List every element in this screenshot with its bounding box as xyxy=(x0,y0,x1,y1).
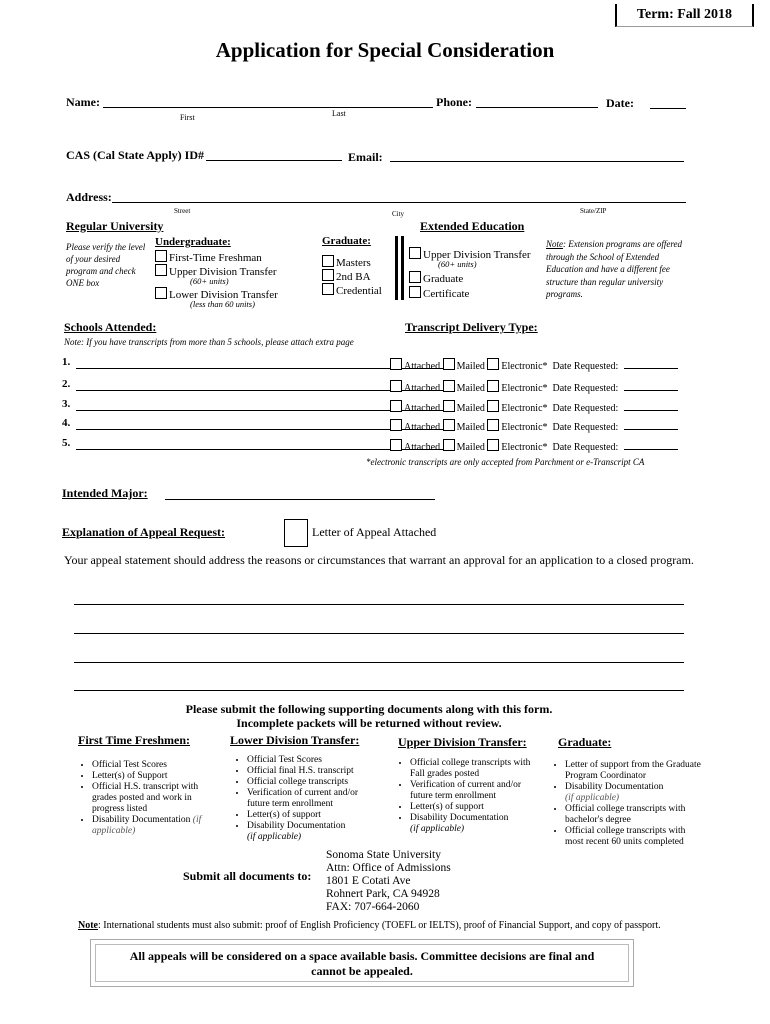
appeal-text-line[interactable] xyxy=(74,633,684,634)
date-requested-field[interactable] xyxy=(624,390,678,391)
graduate-docs-heading: Graduate: xyxy=(558,735,612,749)
term-label: Term: Fall 2018 xyxy=(615,4,754,27)
address-line: 1801 E Cotati Ave xyxy=(326,875,411,887)
appeal-text-line[interactable] xyxy=(74,690,684,691)
list-item: • Official Test Scores xyxy=(92,760,218,771)
page-title: Application for Special Consideration xyxy=(215,38,555,62)
submit-instruction: Please submit the following supporting documents along with this form. xyxy=(185,702,553,716)
checkbox[interactable] xyxy=(390,439,402,451)
checkbox[interactable] xyxy=(409,271,421,283)
school-row: 1. Attached Mailed Electronic* Date Requested: xyxy=(62,356,682,372)
list-item: • Official college transcripts with bachelor's degree xyxy=(565,804,701,826)
option-2nd-ba[interactable]: 2nd BA xyxy=(322,269,371,283)
option-ext-graduate[interactable]: Graduate xyxy=(409,271,463,285)
transcript-delivery-heading: Transcript Delivery Type: xyxy=(405,320,538,334)
checkbox[interactable] xyxy=(322,269,334,281)
school-number: 4. xyxy=(62,417,71,429)
list-item: • Letter(s) of support xyxy=(247,810,373,821)
phone-field[interactable] xyxy=(476,107,598,108)
list-item: • Letter(s) of Support xyxy=(92,771,218,782)
checkbox[interactable] xyxy=(443,358,455,370)
upper-division-docs-heading: Upper Division Transfer: xyxy=(398,735,527,749)
option-lower-division-transfer[interactable]: Lower Division Transfer xyxy=(155,287,278,301)
checkbox[interactable] xyxy=(155,287,167,299)
address-line: Rohnert Park, CA 94928 xyxy=(326,888,440,900)
street-caption: Street xyxy=(174,207,191,215)
list-item: • Disability Documentation (if applicable) xyxy=(92,815,218,837)
date-label: Date: xyxy=(606,96,634,110)
name-field[interactable] xyxy=(103,107,433,108)
checkbox[interactable] xyxy=(409,247,421,259)
checkbox[interactable] xyxy=(487,358,499,370)
address-field[interactable] xyxy=(112,202,686,203)
address-line: Attn: Office of Admissions xyxy=(326,862,451,874)
checkbox[interactable] xyxy=(155,264,167,276)
lower-division-units-note: (less than 60 units) xyxy=(190,299,255,309)
checkbox[interactable] xyxy=(487,439,499,451)
checkbox[interactable] xyxy=(487,400,499,412)
intended-major-label: Intended Major: xyxy=(62,486,148,500)
school-row: 5. Attached Mailed Electronic* Date Requested: xyxy=(62,437,682,453)
extended-education-heading: Extended Education xyxy=(420,219,525,233)
section-divider xyxy=(395,236,398,300)
checkbox[interactable] xyxy=(487,380,499,392)
appeal-text-line[interactable] xyxy=(74,604,684,605)
phone-label: Phone: xyxy=(436,95,472,109)
list-item: • Disability Documentation xyxy=(410,813,536,824)
extension-note: Note: Extension programs are offered through the School of Extended Education and have a different fee structure than regular university programs. xyxy=(546,239,682,299)
option-ext-upper-division-transfer[interactable]: Upper Division Transfer xyxy=(409,247,531,261)
list-item: • Letter of support from the Graduate Program Coordinator xyxy=(565,760,701,782)
checkbox[interactable] xyxy=(155,250,167,262)
date-requested-field[interactable] xyxy=(624,368,678,369)
date-requested-field[interactable] xyxy=(624,410,678,411)
checkbox[interactable] xyxy=(322,283,334,295)
checkbox[interactable] xyxy=(409,286,421,298)
date-field[interactable] xyxy=(650,108,686,109)
email-field[interactable] xyxy=(390,161,684,162)
list-item: • Official Test Scores xyxy=(247,755,373,766)
school-number: 5. xyxy=(62,437,71,449)
list-item: • Official college transcripts with Fall grades posted xyxy=(410,758,536,780)
cas-id-label: CAS (Cal State Apply) ID# xyxy=(66,148,205,162)
lower-if-applicable: (if applicable) xyxy=(247,832,302,842)
checkbox[interactable] xyxy=(390,380,402,392)
name-label: Name: xyxy=(66,95,100,109)
checkbox[interactable] xyxy=(390,400,402,412)
date-requested-field[interactable] xyxy=(624,449,678,450)
cas-id-field[interactable] xyxy=(206,160,342,161)
address-label: Address: xyxy=(66,190,112,204)
mailing-address xyxy=(326,849,451,914)
city-caption: City xyxy=(392,210,405,218)
intended-major-field[interactable] xyxy=(165,499,435,500)
school-row: 3. Attached Mailed Electronic* Date Requested: xyxy=(62,398,682,414)
address-line: Sonoma State University xyxy=(326,849,441,861)
option-masters[interactable]: Masters xyxy=(322,255,371,269)
regular-university-heading: Regular University xyxy=(66,219,164,233)
upper-division-docs-list xyxy=(396,758,536,835)
ext-units-note: (60+ units) xyxy=(438,259,477,269)
date-requested-field[interactable] xyxy=(624,429,678,430)
undergraduate-heading: Undergraduate: xyxy=(155,236,231,248)
option-upper-division-transfer[interactable]: Upper Division Transfer xyxy=(155,264,277,278)
appeal-instruction: Your appeal statement should address the reasons or circumstances that warrant an approval for an application to a closed program. xyxy=(64,553,694,567)
electronic-transcript-footnote: *electronic transcripts are only accepted from Parchment or e-Transcript CA xyxy=(366,457,645,467)
email-label: Email: xyxy=(348,150,383,164)
incomplete-warning: Incomplete packets will be returned without review. xyxy=(236,716,502,730)
fax-number: FAX: 707-664-2060 xyxy=(326,901,420,913)
list-item: • Official college transcripts xyxy=(247,777,373,788)
checkbox[interactable] xyxy=(322,255,334,267)
list-item: • Official H.S. transcript with grades posted and work in progress listed xyxy=(92,782,218,815)
checkbox[interactable] xyxy=(443,400,455,412)
checkbox[interactable] xyxy=(443,380,455,392)
checkbox[interactable] xyxy=(390,358,402,370)
final-notice-text: All appeals will be considered on a space available basis. Committee decisions are final and cannot be appealed. xyxy=(129,949,595,978)
international-note: Note: International students must also submit: proof of English Proficiency (TOEFL or IELTS), proof of Financial Support, and copy of passport. xyxy=(78,920,661,931)
school-number: 2. xyxy=(62,378,71,390)
freshmen-docs-heading: First Time Freshmen: xyxy=(78,733,190,747)
list-item: • Disability Documentation (if applicable) xyxy=(565,782,701,804)
checkbox[interactable] xyxy=(443,419,455,431)
appeal-heading: Explanation of Appeal Request: xyxy=(62,525,226,539)
list-item: • Verification of current and/or future term enrollment xyxy=(247,788,373,810)
first-name-caption: First xyxy=(180,113,195,122)
verify-level-note: Please verify the level of your desired program and check ONE box xyxy=(66,242,146,288)
option-first-time-freshman[interactable]: First-Time Freshman xyxy=(155,250,262,264)
schools-attended-heading: Schools Attended: xyxy=(64,320,157,334)
list-item: • Disability Documentation xyxy=(247,821,373,832)
final-notice-box xyxy=(90,939,634,987)
list-item: • Official final H.S. transcript xyxy=(247,766,373,777)
letter-attached-label: Letter of Appeal Attached xyxy=(312,525,437,539)
list-item: • Letter(s) of support xyxy=(410,802,536,813)
freshmen-docs-list xyxy=(78,760,218,837)
list-item: • Verification of current and/or future term enrollment xyxy=(410,780,536,802)
checkbox[interactable] xyxy=(390,419,402,431)
option-credential[interactable]: Credential xyxy=(322,283,382,297)
school-row: 2. Attached Mailed Electronic* Date Requested: xyxy=(62,378,682,394)
letter-attached-checkbox[interactable] xyxy=(284,519,308,547)
list-item: • Official college transcripts with most recent 60 units completed xyxy=(565,826,701,848)
school-number: 3. xyxy=(62,398,71,410)
graduate-docs-list xyxy=(551,760,701,848)
last-name-caption: Last xyxy=(332,109,346,118)
upper-if-applicable: (if applicable) xyxy=(410,824,465,834)
option-ext-certificate[interactable]: Certificate xyxy=(409,286,469,300)
school-number: 1. xyxy=(62,356,71,368)
submit-documents-label: Submit all documents to: xyxy=(183,869,312,883)
lower-division-docs-heading: Lower Division Transfer: xyxy=(230,733,360,747)
section-divider xyxy=(401,236,404,300)
upper-division-units-note: (60+ units) xyxy=(190,276,229,286)
graduate-heading: Graduate: xyxy=(322,235,371,247)
lower-division-docs-list xyxy=(233,755,373,843)
state-zip-caption: State/ZIP xyxy=(580,207,607,215)
checkbox[interactable] xyxy=(443,439,455,451)
appeal-text-line[interactable] xyxy=(74,662,684,663)
schools-note: Note: If you have transcripts from more than 5 schools, please attach extra page xyxy=(64,337,354,347)
school-row: 4. Attached Mailed Electronic* Date Requested: xyxy=(62,417,682,433)
checkbox[interactable] xyxy=(487,419,499,431)
